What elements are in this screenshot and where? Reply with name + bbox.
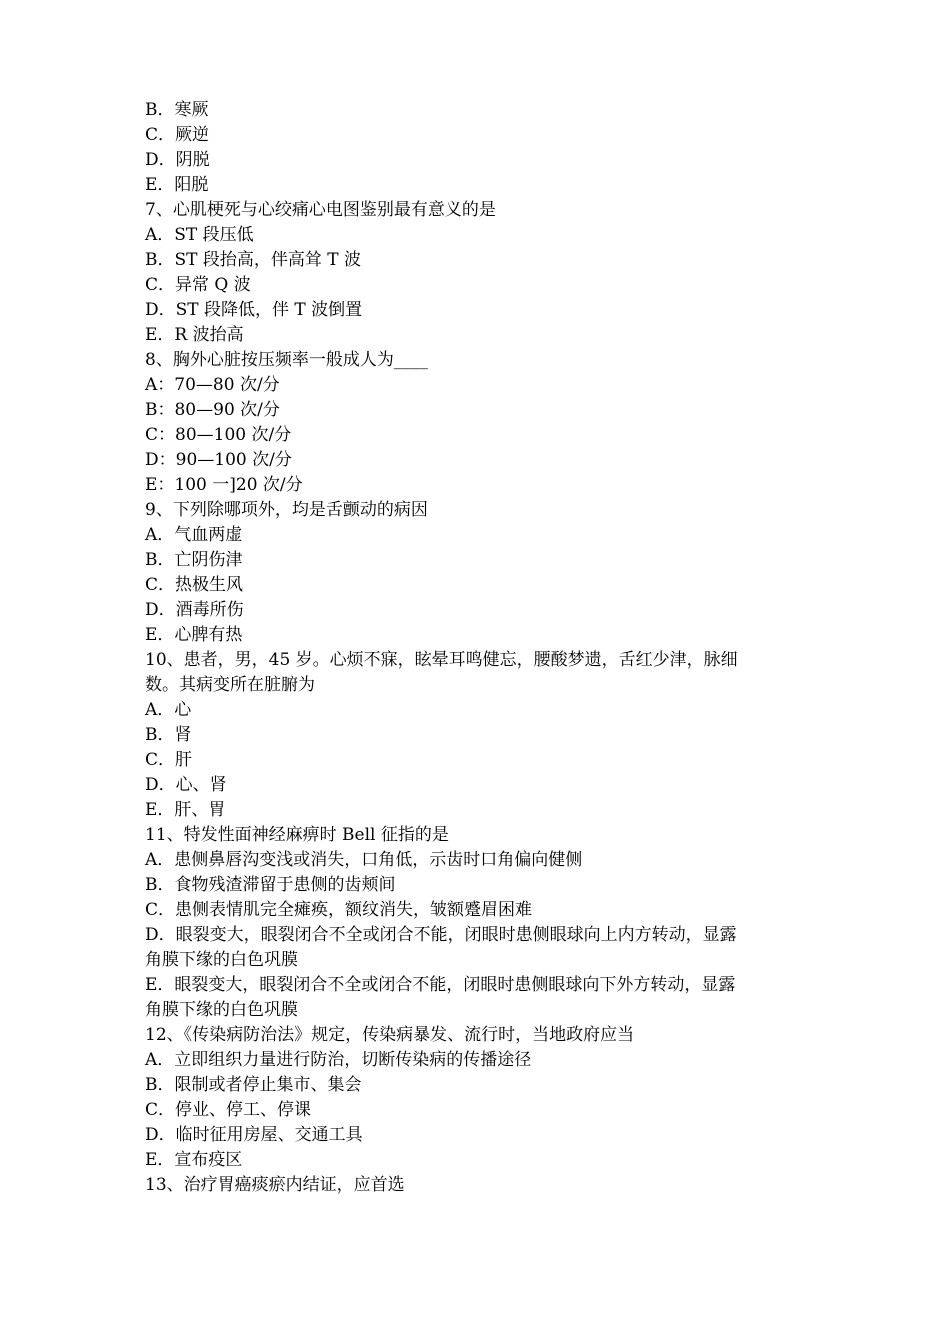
text-line: B．ST 段抬高，伴高耸 T 波 xyxy=(145,250,362,270)
text-line: 13、治疗胃癌痰瘀内结证，应首选 xyxy=(145,1175,405,1195)
text-line: B．寒厥 xyxy=(145,100,209,120)
text-line: D：90—100 次/分 xyxy=(145,450,292,470)
text-line: D．临时征用房屋、交通工具 xyxy=(145,1125,363,1145)
text-line: B．食物残渣滞留于患侧的齿颊间 xyxy=(145,875,396,895)
text-line: B：80—90 次/分 xyxy=(145,400,280,420)
text-line: C．异常 Q 波 xyxy=(145,275,251,295)
text-line: D．眼裂变大，眼裂闭合不全或闭合不能，闭眼时患侧眼球向上内方转动，显露 xyxy=(145,925,737,945)
text-line: C．热极生风 xyxy=(145,575,244,595)
text-line: A．心 xyxy=(145,700,192,720)
text-line: E．眼裂变大，眼裂闭合不全或闭合不能，闭眼时患侧眼球向下外方转动，显露 xyxy=(145,975,736,995)
text-line: D．ST 段降低，伴 T 波倒置 xyxy=(145,300,363,320)
text-line: B．亡阴伤津 xyxy=(145,550,243,570)
text-line: D．阴脱 xyxy=(145,150,210,170)
text-line: 8、胸外心脏按压频率一般成人为____ xyxy=(145,350,428,370)
text-line: E：100 一]20 次/分 xyxy=(145,475,303,495)
text-line: D．心、肾 xyxy=(145,775,227,795)
text-line: 9、下列除哪项外，均是舌颤动的病因 xyxy=(145,500,428,520)
text-line: 12、《传染病防治法》规定，传染病暴发、流行时，当地政府应当 xyxy=(145,1025,635,1045)
text-line: E．阳脱 xyxy=(145,175,209,195)
text-line: A．患侧鼻唇沟变浅或消失，口角低，示齿时口角偏向健侧 xyxy=(145,850,583,870)
text-line: 角膜下缘的白色巩膜 xyxy=(145,950,298,970)
text-line: E．肝、胃 xyxy=(145,800,226,820)
text-line: 角膜下缘的白色巩膜 xyxy=(145,1000,298,1020)
text-line: D．酒毒所伤 xyxy=(145,600,244,620)
text-line: A．ST 段压低 xyxy=(145,225,254,245)
text-line: A．气血两虚 xyxy=(145,525,243,545)
text-line: 11、特发性面神经麻痹时 Bell 征指的是 xyxy=(145,825,449,845)
text-line: E．心脾有热 xyxy=(145,625,243,645)
text-line: A：70—80 次/分 xyxy=(145,375,280,395)
text-line: 7、心肌梗死与心绞痛心电图鉴别最有意义的是 xyxy=(145,200,496,220)
text-line: C．肝 xyxy=(145,750,193,770)
text-line: E．宣布疫区 xyxy=(145,1150,243,1170)
text-line: C．停业、停工、停课 xyxy=(145,1100,312,1120)
text-line: B．肾 xyxy=(145,725,192,745)
text-line: 数。其病变所在脏腑为 xyxy=(145,675,315,695)
text-line: E．R 波抬高 xyxy=(145,325,244,345)
text-line: A．立即组织力量进行防治，切断传染病的传播途径 xyxy=(145,1050,532,1070)
text-line: B．限制或者停止集市、集会 xyxy=(145,1075,362,1095)
text-line: C．患侧表情肌完全瘫痪，额纹消失，皱额蹙眉困难 xyxy=(145,900,533,920)
document-page xyxy=(145,98,810,1198)
text-line: C：80—100 次/分 xyxy=(145,425,292,445)
text-line: C．厥逆 xyxy=(145,125,210,145)
text-line: 10、患者，男，45 岁。心烦不寐，眩晕耳鸣健忘，腰酸梦遗，舌红少津，脉细 xyxy=(145,650,738,670)
